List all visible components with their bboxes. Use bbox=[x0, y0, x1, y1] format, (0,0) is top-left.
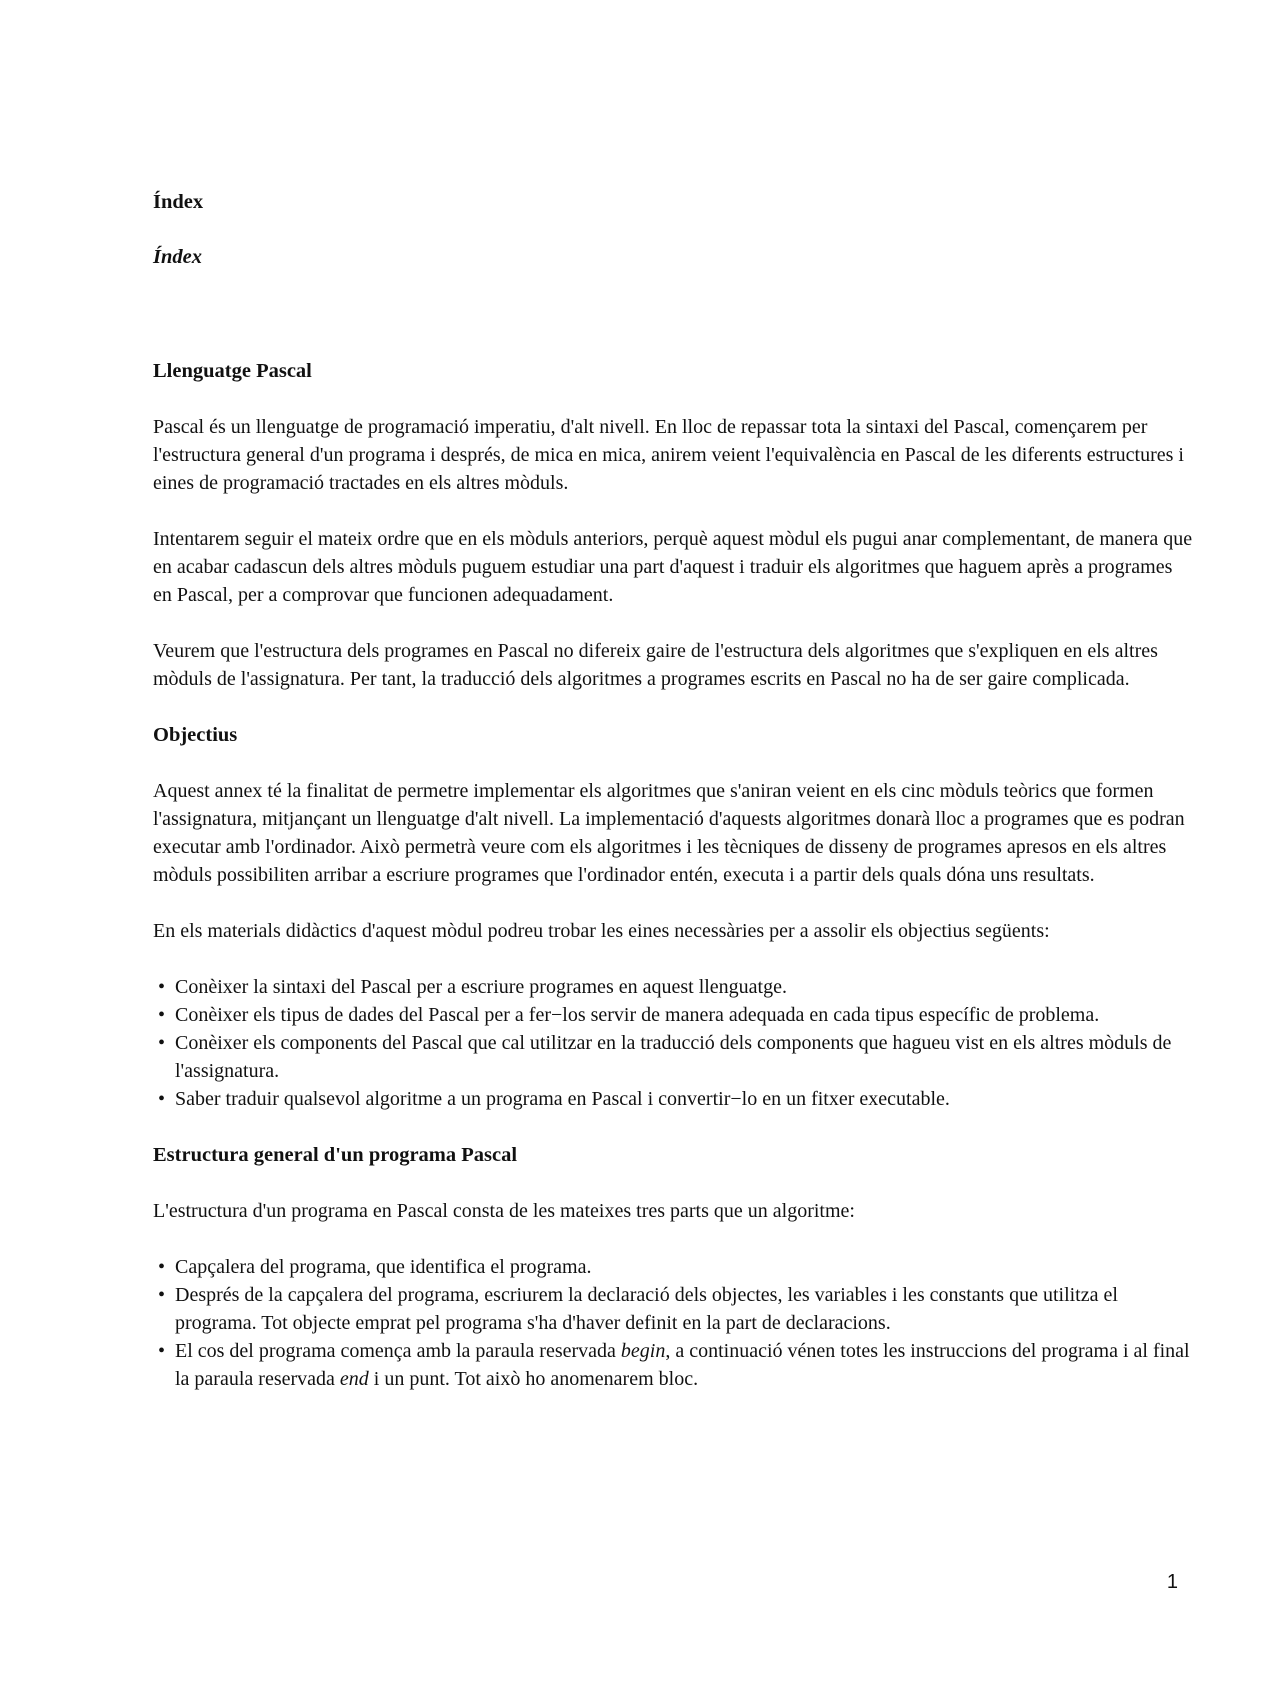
bullet-icon: • bbox=[158, 1284, 166, 1306]
list-item: • Conèixer els components del Pascal que cal utilitzar en la traducció dels components que hagueu vist en els altres mòduls de l'assignatura. bbox=[153, 1029, 1193, 1085]
document-page bbox=[153, 188, 1193, 1393]
list-item: • Després de la capçalera del programa, escriurem la declaració dels objectes, les variables i les constants que utilitza el programa. Tot objecte emprat pel programa s'ha d'haver definit en la part de declaracions. bbox=[153, 1281, 1193, 1337]
bullet-icon: • bbox=[158, 1004, 166, 1026]
page-number: 1 bbox=[1166, 1571, 1178, 1593]
bullet-icon: • bbox=[158, 1340, 166, 1362]
bullet-icon: • bbox=[158, 1088, 166, 1110]
list-item: • Conèixer els tipus de dades del Pascal per a fer−los servir de manera adequada en cada tipus específic de problema. bbox=[153, 1001, 1193, 1029]
list-item: • Saber traduir qualsevol algoritme a un programa en Pascal i convertir−lo en un fitxer executable. bbox=[153, 1085, 1193, 1113]
paragraph: En els materials didàctics d'aquest mòdul podreu trobar les eines necessàries per a assolir els objectius següents: bbox=[153, 920, 1050, 942]
list-item: • Capçalera del programa, que identifica el programa. bbox=[153, 1253, 1193, 1281]
objectives-list bbox=[153, 973, 1193, 1113]
paragraph: Intentarem seguir el mateix ordre que en els mòduls anteriors, perquè aquest mòdul els pugui anar complementant, de manera que en acabar cadascun dels altres mòduls puguem estudiar una part d'aquest i traduir els algoritmes que haguem après a programes en Pascal, per a comprovar que funcionen adequadament. bbox=[153, 528, 1193, 606]
section-title-objectius: Objectius bbox=[153, 724, 238, 746]
list-item: • El cos del programa comença amb la paraula reservada begin, a continuació vénen totes les instruccions del programa i al final la paraula reservada end i un punt. Tot això ho anomenarem bloc. bbox=[153, 1337, 1193, 1393]
bullet-icon: • bbox=[158, 1032, 166, 1054]
bullet-icon: • bbox=[158, 976, 166, 998]
section-title-llenguatge-pascal: Llenguatge Pascal bbox=[153, 360, 312, 382]
index-heading: Índex bbox=[153, 191, 204, 213]
keyword-end: end bbox=[339, 1368, 369, 1390]
paragraph: Pascal és un llenguatge de programació imperatiu, d'alt nivell. En lloc de repassar tota la sintaxi del Pascal, començarem per l'estructura general d'un programa i després, de mica en mica, anirem veient l'equivalència en Pascal de les diferents estructures i eines de programació tractades en els altres mòduls. bbox=[153, 416, 1184, 494]
paragraph: Veurem que l'estructura dels programes en Pascal no difereix gaire de l'estructura dels algoritmes que s'expliquen en els altres mòduls de l'assignatura. Per tant, la traducció dels algoritmes a programes escrits en Pascal no ha de ser gaire complicada. bbox=[153, 640, 1158, 690]
index-subheading: Índex bbox=[153, 246, 202, 268]
paragraph: Aquest annex té la finalitat de permetre implementar els algoritmes que s'aniran veient en els cinc mòduls teòrics que formen l'assignatura, mitjançant un llenguatge d'alt nivell. La implementació d'aquests algoritmes donarà lloc a programes que es podran executar amb l'ordinador. Això permetrà veure com els algoritmes i les tècniques de disseny de programes apresos en els altres mòduls possibiliten arribar a escriure programes que l'ordinador entén, executa i a partir dels quals dóna uns resultats. bbox=[153, 780, 1185, 886]
list-item: • Conèixer la sintaxi del Pascal per a escriure programes en aquest llenguatge. bbox=[153, 973, 1193, 1001]
bullet-icon: • bbox=[158, 1256, 166, 1278]
paragraph: L'estructura d'un programa en Pascal consta de les mateixes tres parts que un algoritme: bbox=[153, 1200, 855, 1222]
section-title-estructura-general: Estructura general d'un programa Pascal bbox=[153, 1144, 518, 1166]
keyword-begin: begin bbox=[620, 1340, 666, 1362]
structure-list bbox=[153, 1253, 1193, 1393]
